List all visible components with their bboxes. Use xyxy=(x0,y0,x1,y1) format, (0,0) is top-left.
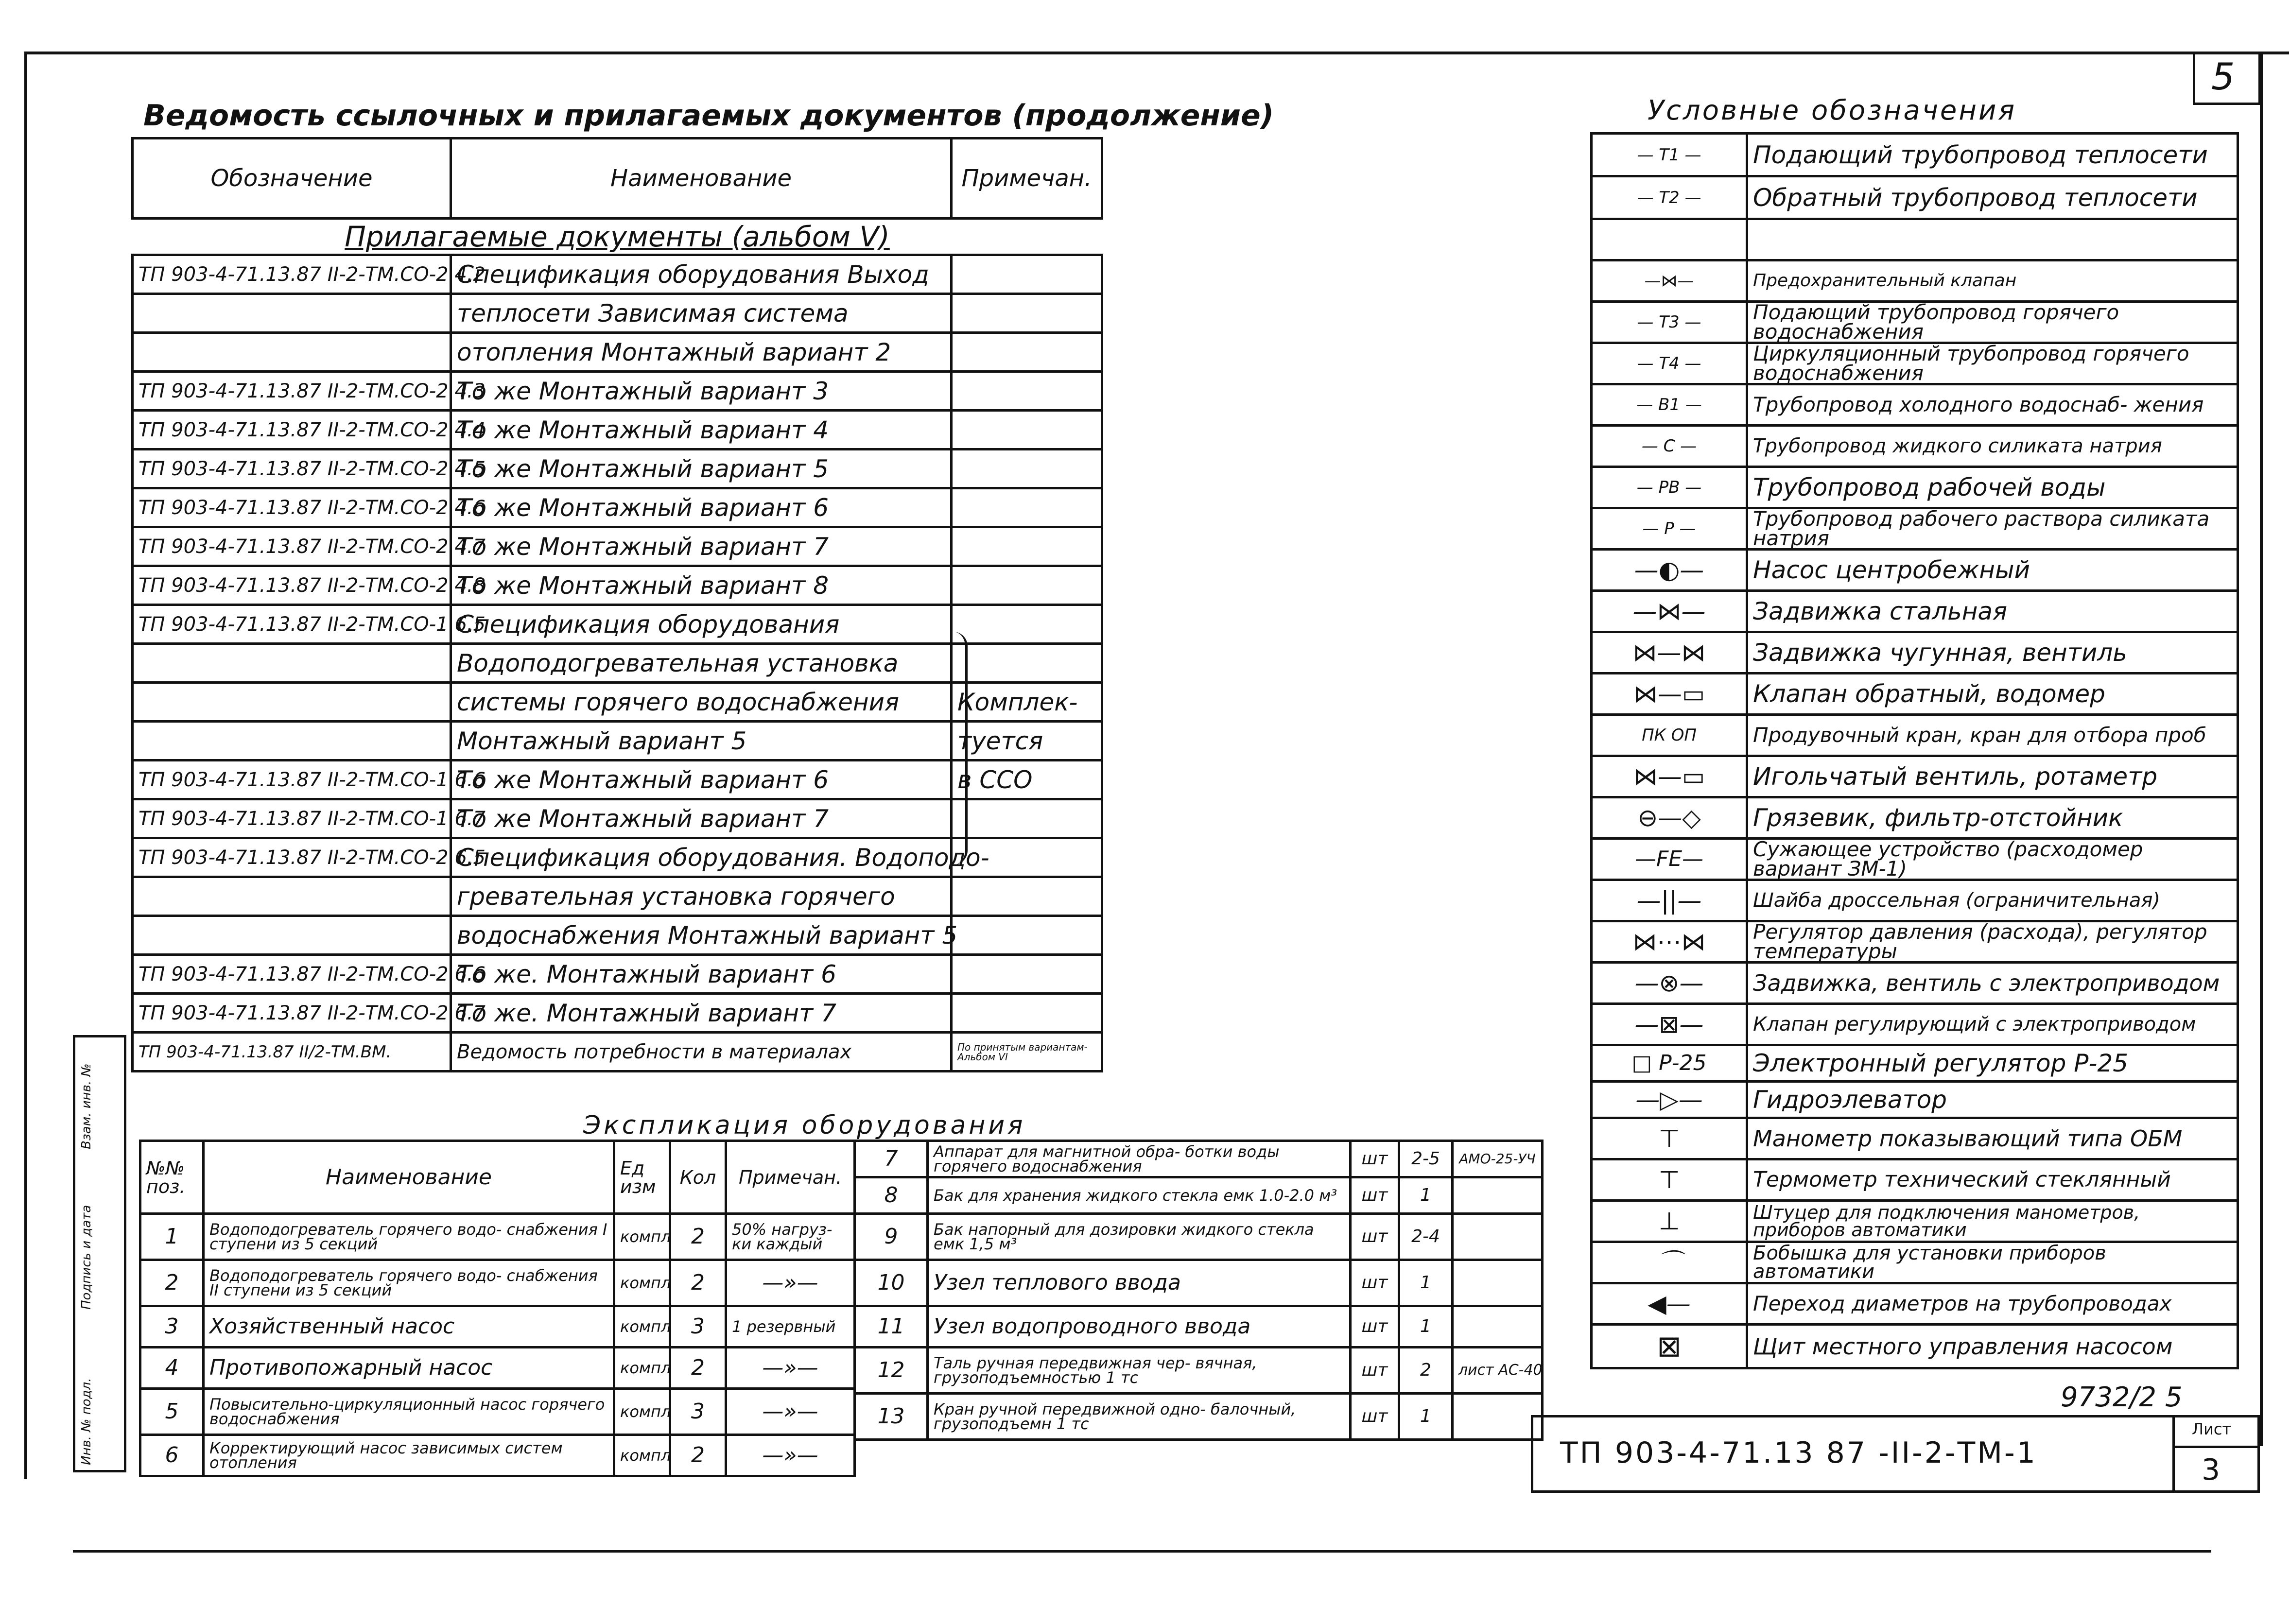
legend-text: Подающий трубопровод теплосети xyxy=(1747,134,2238,176)
legend-text: Электронный регулятор Р-25 xyxy=(1747,1045,2238,1082)
legend-blank-cell xyxy=(1592,219,1747,260)
sheet-label: Лист xyxy=(2192,1420,2232,1438)
legend-text: Шайба дроссельная (ограничительная) xyxy=(1747,880,2238,921)
doc-code xyxy=(133,294,451,333)
safety-valve-icon: —⋈— xyxy=(1592,260,1747,302)
equipment-name: Хозяйственный насос xyxy=(204,1306,614,1348)
doc-code: ТП 903-4-71.13.87 II-2-ТМ.СО-2.4.7 xyxy=(133,527,451,566)
page-number: 5 xyxy=(2211,55,2235,98)
col-header-name: Наименование xyxy=(451,138,952,219)
qty: 1 xyxy=(1399,1177,1453,1214)
legend-text: Задвижка, вентиль с электроприводом xyxy=(1747,963,2238,1004)
pipe-symbol-icon: — Т3 — xyxy=(1592,302,1747,343)
col-header-unit: Ед изм xyxy=(614,1141,670,1214)
legend-item xyxy=(1592,632,2238,674)
unit: шт xyxy=(1351,1141,1399,1177)
legend-item xyxy=(1592,1082,2238,1118)
table-row xyxy=(133,372,1102,411)
doc-note xyxy=(952,877,1102,916)
orifice-icon: —||— xyxy=(1592,880,1747,921)
legend-item xyxy=(1592,550,2238,591)
table-row xyxy=(133,916,1102,955)
pos-num: 1 xyxy=(140,1214,204,1260)
equipment-name: Бак для хранения жидкого стекла емк 1.0-2.0 м³ xyxy=(928,1177,1351,1214)
doc-name: Спецификация оборудования xyxy=(451,605,952,644)
unit: компл xyxy=(614,1435,670,1476)
legend-item xyxy=(1592,1201,2238,1242)
control-valve-icon: —⊠— xyxy=(1592,1004,1747,1045)
table-row xyxy=(140,1214,855,1260)
hydro-elevator-icon: —▷— xyxy=(1592,1082,1747,1118)
legend-text xyxy=(1747,219,2238,260)
legend-text: Игольчатый вентиль, ротаметр xyxy=(1747,756,2238,797)
qty: 2 xyxy=(670,1435,726,1476)
doc-note xyxy=(952,527,1102,566)
note xyxy=(1453,1306,1543,1348)
doc-code: ТП 903-4-71.13.87 II-2-ТМ.СО-2.4.5 xyxy=(133,449,451,488)
table-row xyxy=(855,1141,1543,1177)
frame-left xyxy=(24,52,27,1479)
legend-text: Гидроэлеватор xyxy=(1747,1082,2238,1118)
col-header-note: Примечан. xyxy=(726,1141,855,1214)
frame-top xyxy=(24,52,2289,54)
doc-code xyxy=(133,683,451,722)
doc-note xyxy=(952,449,1102,488)
table-row xyxy=(140,1306,855,1348)
legend-text: Переход диаметров на трубопроводах xyxy=(1747,1283,2238,1325)
col-header-designation: Обозначение xyxy=(133,138,451,219)
equipment-name: Узел теплового ввода xyxy=(928,1260,1351,1306)
qty: 1 xyxy=(1399,1394,1453,1440)
doc-code: ТП 903-4-71.13.87 II-2-ТМ.СО-1.6.6 xyxy=(133,760,451,799)
legend-item xyxy=(1592,508,2238,550)
legend-text: Задвижка стальная xyxy=(1747,591,2238,632)
pipe-symbol-icon: — Т2 — xyxy=(1592,176,1747,219)
pos-num: 7 xyxy=(855,1141,928,1177)
doc-note xyxy=(952,994,1102,1033)
table-row xyxy=(855,1260,1543,1306)
doc-code: ТП 903-4-71.13.87 II-2-ТМ.СО-2.4.6 xyxy=(133,488,451,527)
qty: 2 xyxy=(1399,1348,1453,1394)
doc-code: ТП 903-4-71.13.87 II-2-ТМ.СО-1.6.5 xyxy=(133,605,451,644)
qty: 2 xyxy=(670,1348,726,1389)
doc-name: системы горячего водоснабжения xyxy=(451,683,952,722)
pos-num: 4 xyxy=(140,1348,204,1389)
equipment-name: Таль ручная передвижная чер- вячная, грузоподъемностью 1 тс xyxy=(928,1348,1351,1394)
doc-name: То же Монтажный вариант 7 xyxy=(451,527,952,566)
doc-note xyxy=(952,333,1102,372)
note xyxy=(1453,1214,1543,1260)
legend-text: Клапан обратный, водомер xyxy=(1747,674,2238,715)
table-row xyxy=(133,566,1102,605)
side-stamp-label: Взам. инв. № xyxy=(79,1063,94,1149)
doc-code: ТП 903-4-71.13.87 II-2-ТМ.СО-2.6.7 xyxy=(133,994,451,1033)
legend-item xyxy=(1592,1325,2238,1368)
frame-right xyxy=(2260,52,2263,1446)
flow-meter-icon: —FE— xyxy=(1592,839,1747,880)
unit: компл xyxy=(614,1214,670,1260)
qty: 2-4 xyxy=(1399,1214,1453,1260)
doc-code xyxy=(133,916,451,955)
equipment-name: Корректирующий насос зависимых систем отопления xyxy=(204,1435,614,1476)
pos-num: 5 xyxy=(140,1389,204,1435)
references-header-row xyxy=(133,138,1102,219)
table-row xyxy=(133,411,1102,449)
unit: компл xyxy=(614,1306,670,1348)
equipment-name: Бак напорный для дозировки жидкого стекла емк 1,5 м³ xyxy=(928,1214,1351,1260)
legend-item xyxy=(1592,1242,2238,1283)
table-row xyxy=(855,1394,1543,1440)
doc-note xyxy=(952,644,1102,683)
pipe-symbol-icon: — РВ — xyxy=(1592,467,1747,508)
doc-note xyxy=(952,255,1102,294)
doc-name: Монтажный вариант 5 xyxy=(451,722,952,760)
legend-item xyxy=(1592,674,2238,715)
qty: 2 xyxy=(670,1260,726,1306)
note: —»— xyxy=(726,1260,855,1306)
table-row xyxy=(133,333,1102,372)
legend-item xyxy=(1592,797,2238,839)
boss-icon: ⌒ xyxy=(1592,1242,1747,1283)
legend-text: Штуцер для подключения манометров, приборов автоматики xyxy=(1747,1201,2238,1242)
legend-item xyxy=(1592,302,2238,343)
note: 1 резервный xyxy=(726,1306,855,1348)
pump-icon: —◐— xyxy=(1592,550,1747,591)
side-stamp xyxy=(73,1035,126,1472)
doc-name: То же Монтажный вариант 6 xyxy=(451,488,952,527)
thermometer-icon: ⊤ xyxy=(1592,1159,1747,1201)
qty: 3 xyxy=(670,1306,726,1348)
doc-note xyxy=(952,411,1102,449)
legend-text: Подающий трубопровод горячего водоснабжения xyxy=(1747,302,2238,343)
mud-trap-icon: ⊖—◇ xyxy=(1592,797,1747,839)
doc-code xyxy=(133,877,451,916)
doc-name: Водоподогревательная установка xyxy=(451,644,952,683)
doc-code: ТП 903-4-71.13.87 II-2-ТМ.СО-2.4.2 xyxy=(133,255,451,294)
legend-item xyxy=(1592,219,2238,260)
doc-note xyxy=(952,605,1102,644)
note: лист АС-40 xyxy=(1453,1348,1543,1394)
frame-bottom-line xyxy=(73,1550,2211,1553)
pos-num: 13 xyxy=(855,1394,928,1440)
side-stamp-label: Инв. № подл. xyxy=(79,1378,94,1465)
doc-name: То же. Монтажный вариант 6 xyxy=(451,955,952,994)
note xyxy=(1453,1394,1543,1440)
pos-num: 9 xyxy=(855,1214,928,1260)
doc-note: По принятым вариантам-Альбом VI xyxy=(952,1033,1102,1071)
legend-text: Грязевик, фильтр-отстойник xyxy=(1747,797,2238,839)
legend-item xyxy=(1592,963,2238,1004)
legend-item xyxy=(1592,921,2238,963)
page-title: Ведомость ссылочных и прилагаемых документов (продолжение) xyxy=(143,99,1274,133)
unit: компл xyxy=(614,1348,670,1389)
legend-item xyxy=(1592,1118,2238,1159)
table-row xyxy=(133,877,1102,916)
legend-item xyxy=(1592,134,2238,176)
fitting-icon: ⊥ xyxy=(1592,1201,1747,1242)
sheet-box-divider xyxy=(2172,1446,2260,1448)
pos-num: 3 xyxy=(140,1306,204,1348)
doc-note: в ССО xyxy=(952,760,1102,799)
equipment-name: Водоподогреватель горячего водо- снабжения II ступени из 5 секций xyxy=(204,1260,614,1306)
note: —»— xyxy=(726,1435,855,1476)
equipment-name: Противопожарный насос xyxy=(204,1348,614,1389)
side-stamp-label: Подпись и дата xyxy=(79,1205,94,1310)
legend-text: Клапан регулирующий с электроприводом xyxy=(1747,1004,2238,1045)
legend-item xyxy=(1592,176,2238,219)
legend-text: Трубопровод жидкого силиката натрия xyxy=(1747,426,2238,467)
doc-name: То же Монтажный вариант 7 xyxy=(451,799,952,838)
qty: 2-5 xyxy=(1399,1141,1453,1177)
doc-name: Спецификация оборудования Выход xyxy=(451,255,952,294)
table-row xyxy=(855,1306,1543,1348)
legend-text: Регулятор давления (расхода), регулятор температуры xyxy=(1747,921,2238,963)
doc-name: То же. Монтажный вариант 7 xyxy=(451,994,952,1033)
table-row xyxy=(140,1348,855,1389)
legend-item xyxy=(1592,1283,2238,1325)
pipe-symbol-icon: — С — xyxy=(1592,426,1747,467)
doc-name: Ведомость потребности в материалах xyxy=(451,1033,952,1071)
legend-item xyxy=(1592,756,2238,797)
pipe-symbol-icon: — Р — xyxy=(1592,508,1747,550)
legend-text: Термометр технический стеклянный xyxy=(1747,1159,2238,1201)
note: —»— xyxy=(726,1389,855,1435)
legend-title: Условные обозначения xyxy=(1648,95,2017,126)
legend-item xyxy=(1592,260,2238,302)
doc-code: ТП 903-4-71.13.87 II-2-ТМ.СО-2.6.5 xyxy=(133,838,451,877)
table-row xyxy=(133,955,1102,994)
needle-valve-icon: ⋈—▭ xyxy=(1592,756,1747,797)
doc-name: То же Монтажный вариант 6 xyxy=(451,760,952,799)
legend-item xyxy=(1592,1045,2238,1082)
table-row xyxy=(140,1260,855,1306)
table-row xyxy=(133,255,1102,294)
doc-name: гревательная установка горячего xyxy=(451,877,952,916)
table-row xyxy=(140,1389,855,1435)
archive-number: 9732/2 5 xyxy=(2061,1382,2183,1413)
unit: шт xyxy=(1351,1214,1399,1260)
legend-item xyxy=(1592,343,2238,384)
doc-name: теплосети Зависимая система xyxy=(451,294,952,333)
pos-num: 2 xyxy=(140,1260,204,1306)
sheet-number: 3 xyxy=(2202,1453,2221,1487)
doc-note xyxy=(952,916,1102,955)
qty: 3 xyxy=(670,1389,726,1435)
references-table xyxy=(131,137,1103,1072)
legend-item xyxy=(1592,591,2238,632)
unit: шт xyxy=(1351,1260,1399,1306)
doc-note xyxy=(952,488,1102,527)
note: АМО-25-УЧ xyxy=(1453,1141,1543,1177)
pos-num: 10 xyxy=(855,1260,928,1306)
doc-code: ТП 903-4-71.13.87 II/2-ТМ.ВМ. xyxy=(133,1033,451,1071)
explication-title: Экспликация оборудования xyxy=(583,1111,1026,1140)
legend-text: Предохранительный клапан xyxy=(1747,260,2238,302)
section-row xyxy=(133,219,1102,255)
legend-text: Трубопровод рабочего раствора силиката натрия xyxy=(1747,508,2238,550)
cast-iron-valve-icon: ⋈—⋈ xyxy=(1592,632,1747,674)
legend-text: Трубопровод рабочей воды xyxy=(1747,467,2238,508)
unit: шт xyxy=(1351,1394,1399,1440)
pressure-regulator-icon: ⋈⋯⋈ xyxy=(1592,921,1747,963)
equipment-name: Аппарат для магнитной обра- ботки воды горячего водоснабжения xyxy=(928,1141,1351,1177)
section-title: Прилагаемые документы (альбом V) xyxy=(345,220,890,253)
pipe-symbol-icon: — Т4 — xyxy=(1592,343,1747,384)
pos-num: 12 xyxy=(855,1348,928,1394)
note xyxy=(1453,1177,1543,1214)
col-header-pos: №№ поз. xyxy=(140,1141,204,1214)
legend-item xyxy=(1592,715,2238,756)
qty: 2 xyxy=(670,1214,726,1260)
explication-table-left xyxy=(139,1140,856,1477)
unit: шт xyxy=(1351,1177,1399,1214)
pressure-gauge-icon: ⊤ xyxy=(1592,1118,1747,1159)
doc-code xyxy=(133,722,451,760)
table-row xyxy=(133,527,1102,566)
doc-note xyxy=(952,294,1102,333)
unit: компл xyxy=(614,1389,670,1435)
legend-text: Манометр показывающий типа ОБМ xyxy=(1747,1118,2238,1159)
legend-text: Продувочный кран, кран для отбора проб xyxy=(1747,715,2238,756)
doc-note xyxy=(952,566,1102,605)
doc-code: ТП 903-4-71.13.87 II-2-ТМ.СО-1.6.7 xyxy=(133,799,451,838)
legend-text: Сужающее устройство (расходомер вариант ЗМ-1) xyxy=(1747,839,2238,880)
col-header-name: Наименование xyxy=(204,1141,614,1214)
legend-text: Бобышка для установки приборов автоматики xyxy=(1747,1242,2238,1283)
reducer-icon: ◀— xyxy=(1592,1283,1747,1325)
motor-valve-icon: —⊗— xyxy=(1592,963,1747,1004)
note: 50% нагруз- ки каждый xyxy=(726,1214,855,1260)
legend-text: Щит местного управления насосом xyxy=(1747,1325,2238,1368)
legend-text: Трубопровод холодного водоснаб- жения xyxy=(1747,384,2238,426)
pipe-symbol-icon: — В1 — xyxy=(1592,384,1747,426)
doc-code xyxy=(133,333,451,372)
legend-table xyxy=(1590,132,2239,1369)
pos-num: 6 xyxy=(140,1435,204,1476)
equipment-name: Водоподогреватель горячего водо- снабжения I ступени из 5 секций xyxy=(204,1214,614,1260)
gate-valve-icon: —⋈— xyxy=(1592,591,1747,632)
legend-item xyxy=(1592,880,2238,921)
brace-mark xyxy=(953,632,968,865)
legend-item xyxy=(1592,426,2238,467)
unit: компл xyxy=(614,1260,670,1306)
table-row xyxy=(855,1348,1543,1394)
doc-name: То же Монтажный вариант 3 xyxy=(451,372,952,411)
doc-note xyxy=(952,372,1102,411)
table-row xyxy=(133,294,1102,333)
check-valve-icon: ⋈—▭ xyxy=(1592,674,1747,715)
legend-text: Циркуляционный трубопровод горячего водоснабжения xyxy=(1747,343,2238,384)
legend-text: Обратный трубопровод теплосети xyxy=(1747,176,2238,219)
unit: шт xyxy=(1351,1348,1399,1394)
doc-code: ТП 903-4-71.13.87 II-2-ТМ.СО-2.4.4 xyxy=(133,411,451,449)
doc-name: отопления Монтажный вариант 2 xyxy=(451,333,952,372)
note: —»— xyxy=(726,1348,855,1389)
drawing-code: ТП 903-4-71.13 87 -II-2-ТМ-1 xyxy=(1560,1436,2037,1470)
qty: 1 xyxy=(1399,1306,1453,1348)
doc-code: ТП 903-4-71.13.87 II-2-ТМ.СО-2.6.6 xyxy=(133,955,451,994)
table-row xyxy=(855,1177,1543,1214)
legend-text: Задвижка чугунная, вентиль xyxy=(1747,632,2238,674)
doc-code: ТП 903-4-71.13.87 II-2-ТМ.СО-2.4.8 xyxy=(133,566,451,605)
explication-header-row xyxy=(140,1141,855,1214)
doc-code: ТП 903-4-71.13.87 II-2-ТМ.СО-2.4.3 xyxy=(133,372,451,411)
legend-text: Насос центробежный xyxy=(1747,550,2238,591)
pipe-symbol-icon: — Т1 — xyxy=(1592,134,1747,176)
doc-name: То же Монтажный вариант 4 xyxy=(451,411,952,449)
qty: 1 xyxy=(1399,1260,1453,1306)
doc-note: Комплек- xyxy=(952,683,1102,722)
doc-name: То же Монтажный вариант 5 xyxy=(451,449,952,488)
col-header-qty: Кол xyxy=(670,1141,726,1214)
electronic-regulator-icon: □ Р-25 xyxy=(1592,1045,1747,1082)
table-row xyxy=(133,994,1102,1033)
purge-tap-icon: ПК ОП xyxy=(1592,715,1747,756)
note xyxy=(1453,1260,1543,1306)
doc-code xyxy=(133,644,451,683)
legend-item xyxy=(1592,1159,2238,1201)
unit: шт xyxy=(1351,1306,1399,1348)
equipment-name: Повысительно-циркуляционный насос горячего водоснабжения xyxy=(204,1389,614,1435)
table-row xyxy=(140,1435,855,1476)
doc-note: туется xyxy=(952,722,1102,760)
pos-num: 11 xyxy=(855,1306,928,1348)
doc-note xyxy=(952,955,1102,994)
legend-item xyxy=(1592,1004,2238,1045)
pos-num: 8 xyxy=(855,1177,928,1214)
legend-item xyxy=(1592,384,2238,426)
legend-item xyxy=(1592,839,2238,880)
equipment-name: Узел водопроводного ввода xyxy=(928,1306,1351,1348)
legend-item xyxy=(1592,467,2238,508)
equipment-name: Кран ручной передвижной одно- балочный, грузоподъемн 1 тс xyxy=(928,1394,1351,1440)
doc-note xyxy=(952,799,1102,838)
table-row xyxy=(133,449,1102,488)
control-panel-icon: ⊠ xyxy=(1592,1325,1747,1368)
col-header-note: Примечан. xyxy=(952,138,1102,219)
table-row xyxy=(855,1214,1543,1260)
explication-table-right xyxy=(853,1140,1544,1441)
table-row xyxy=(133,1033,1102,1071)
doc-name: водоснабжения Монтажный вариант 5 xyxy=(451,916,952,955)
doc-name: Спецификация оборудования. Водоподо- xyxy=(451,838,952,877)
table-row xyxy=(133,488,1102,527)
doc-name: То же Монтажный вариант 8 xyxy=(451,566,952,605)
